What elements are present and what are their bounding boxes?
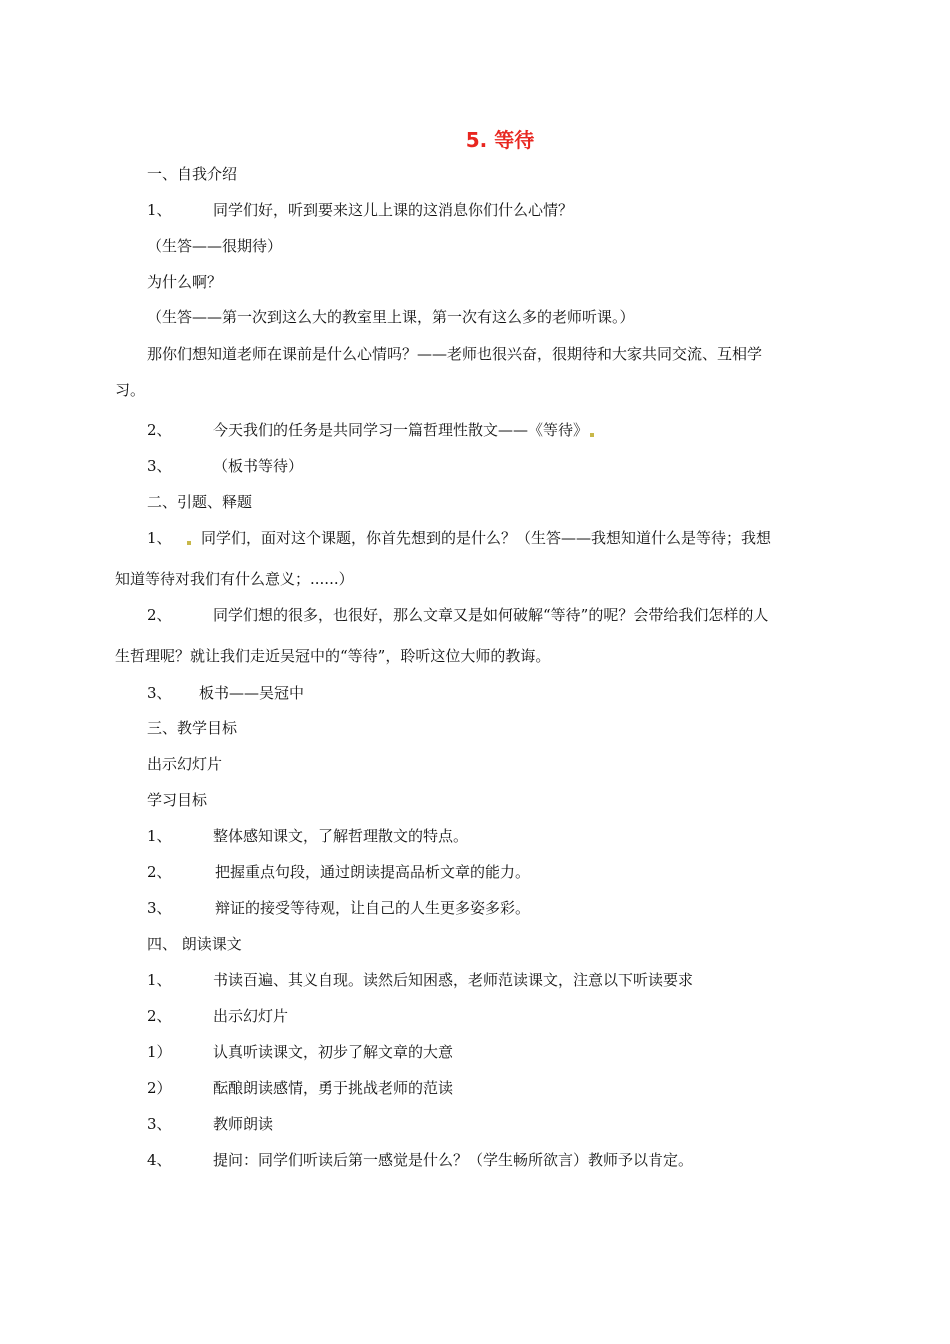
paragraph: 学习目标 <box>147 791 208 809</box>
list-item: 3、 教师朗读 <box>147 1115 274 1133</box>
list-item: 1、 同学们，面对这个课题，你首先想到的是什么？（生答——我想知道什么是等待；我想 <box>147 529 772 547</box>
paragraph: （生答——第一次到这么大的教室里上课，第一次有这么多的老师听课。） <box>147 308 635 326</box>
list-item: 1、 同学们好，听到要来这儿上课的这消息你们什么心情？ <box>147 201 574 219</box>
list-item: 2、 把握重点句段，通过朗读提高品析文章的能力。 <box>147 863 531 881</box>
ink-mark <box>187 541 191 545</box>
document-title: 5. 等待 <box>465 128 535 152</box>
list-item: 1、 整体感知课文，了解哲理散文的特点。 <box>147 827 469 845</box>
list-item: 3、 辩证的接受等待观，让自己的人生更多姿多彩。 <box>147 899 531 917</box>
paragraph: 为什么啊？ <box>147 273 223 291</box>
section-heading: 一、自我介绍 <box>147 165 238 183</box>
list-item: 1） 认真听读课文，初步了解文章的大意 <box>147 1043 454 1061</box>
list-item: 2、 今天我们的任务是共同学习一篇哲理性散文——《等待》 <box>147 420 594 440</box>
list-item: 3、 （板书等待） <box>147 457 304 475</box>
section-heading: 三、教学目标 <box>147 719 238 737</box>
list-item: 2） 酝酿朗读感情，勇于挑战老师的范读 <box>147 1079 454 1097</box>
list-item: 1、 书读百遍、其义自现。读然后知困惑，老师范读课文，注意以下听读要求 <box>147 971 694 989</box>
paragraph: 习。 <box>115 381 146 399</box>
list-item: 2、 同学们想的很多，也很好，那么文章又是如何破解“等待”的呢？会带给我们怎样的人 <box>147 606 769 624</box>
list-item: 2、 出示幻灯片 <box>147 1007 289 1025</box>
paragraph: 知道等待对我们有什么意义；......） <box>115 570 354 588</box>
section-heading: 二、引题、释题 <box>147 493 253 511</box>
paragraph: 出示幻灯片 <box>147 755 223 773</box>
ink-mark <box>590 433 594 437</box>
list-item: 3、 板书——吴冠中 <box>147 684 305 702</box>
paragraph: （生答——很期待） <box>147 237 283 255</box>
paragraph: 生哲理呢？就让我们走近吴冠中的“等待”，聆听这位大师的教诲。 <box>115 647 551 665</box>
list-item: 4、 提问：同学们听读后第一感觉是什么？（学生畅所欲言）教师予以肯定。 <box>147 1151 694 1169</box>
paragraph: 那你们想知道老师在课前是什么心情吗？——老师也很兴奋，很期待和大家共同交流、互相学 <box>147 345 763 363</box>
section-heading: 四、 朗读课文 <box>147 935 242 953</box>
